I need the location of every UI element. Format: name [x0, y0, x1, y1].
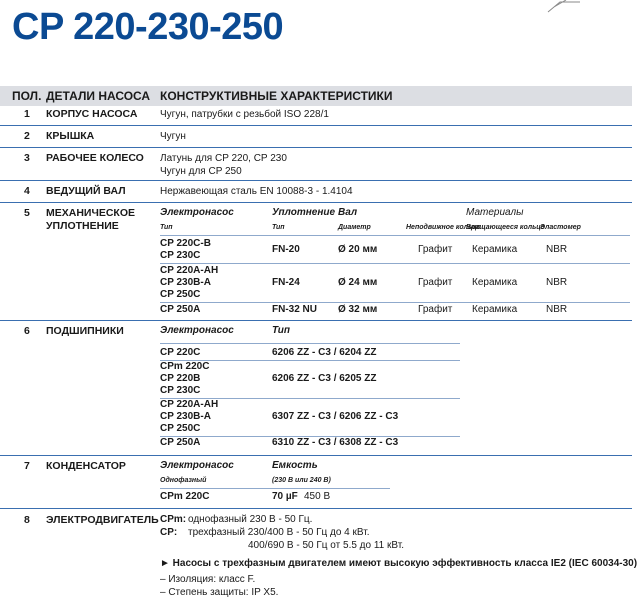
seal-section: [0, 207, 632, 317]
row-divider: [0, 147, 632, 148]
col-header-materials: Материалы: [466, 207, 524, 218]
pump-model: CPm 220C: [160, 491, 210, 502]
sub-header-phase: Однофазный: [160, 477, 207, 484]
insulation-note: – Изоляция: класс F.: [160, 574, 256, 585]
sub-header-fixed-ring: Неподвижное кольцо: [406, 224, 481, 231]
rotating-ring: Керамика: [472, 244, 518, 255]
col-header-shaft: Вал: [338, 207, 358, 218]
pump-model: CP 220A-AH: [160, 399, 219, 410]
row-divider: [0, 202, 632, 203]
capacitance: 70 µF: [272, 491, 298, 502]
fixed-ring: Графит: [418, 244, 453, 255]
bearing-type: 6206 ZZ - C3 / 6205 ZZ: [272, 373, 377, 384]
part-name: ВЕДУЩИЙ ВАЛ: [46, 185, 126, 197]
motor-label-cpm: CPm:: [160, 514, 187, 525]
row-number: 4: [24, 185, 30, 197]
fixed-ring: Графит: [418, 304, 453, 315]
pump-model: CPm 220C: [160, 361, 210, 372]
page-title: CP 220-230-250: [12, 6, 284, 48]
row-number: 5: [24, 207, 30, 219]
motor-spec-three: трехфазный 230/400 В - 50 Гц до 4 кВт.: [188, 527, 370, 538]
pump-model: CP 250A: [160, 304, 201, 315]
inner-divider: [160, 488, 390, 489]
inner-divider: [160, 235, 630, 236]
row-number: 1: [24, 108, 30, 120]
pump-outline-fragment: [540, 0, 600, 14]
sub-header-diameter: Диаметр: [338, 224, 371, 231]
shaft-diameter: Ø 20 мм: [338, 244, 378, 255]
part-spec: Чугун, патрубки с резьбой ISO 228/1: [160, 109, 329, 120]
inner-divider: [160, 302, 630, 303]
elastomer: NBR: [546, 244, 568, 255]
part-name: МЕХАНИЧЕСКОЕ: [46, 207, 136, 219]
row-number: 7: [24, 460, 30, 472]
bearing-type: 6206 ZZ - C3 / 6204 ZZ: [272, 347, 377, 358]
row-divider: [0, 180, 632, 181]
col-header-pump: Электронасос: [160, 207, 234, 218]
inner-divider: [160, 343, 460, 344]
col-header-capacity: Емкость: [272, 460, 318, 471]
shaft-diameter: Ø 32 мм: [338, 304, 378, 315]
sub-header-rotating-ring: Вращающееся кольцо: [466, 224, 545, 231]
part-name: КОНДЕНСАТОР: [46, 460, 126, 472]
capacitor-section: [0, 460, 632, 504]
sub-header-type: Тип: [272, 224, 285, 231]
sub-header-elastomer: Эластомер: [540, 224, 581, 231]
pump-model: CP 220C-B: [160, 238, 211, 249]
motor-label-cp: CP:: [160, 527, 178, 538]
pump-model: CP 250C: [160, 289, 201, 300]
part-spec-line: Латунь для CP 220, CP 230: [160, 153, 287, 164]
part-name-line2: УПЛОТНЕНИЕ: [46, 220, 119, 232]
part-name: ЭЛЕКТРОДВИГАТЕЛЬ: [46, 514, 159, 526]
table-header: [0, 86, 632, 106]
col-header-pump: Электронасос: [160, 460, 234, 471]
sub-header-voltage: (230 В или 240 В): [272, 477, 331, 484]
rotating-ring: Керамика: [472, 277, 518, 288]
row-number: 6: [24, 325, 30, 337]
elastomer: NBR: [546, 277, 568, 288]
seal-type: FN-20: [272, 244, 300, 255]
inner-divider: [160, 263, 630, 264]
col-header-pump: Электронасос: [160, 325, 234, 336]
row-number: 3: [24, 152, 30, 164]
pump-model: CP 220C: [160, 347, 201, 358]
motor-spec-single: однофазный 230 В - 50 Гц.: [188, 514, 313, 525]
row-divider: [0, 125, 632, 126]
motor-section: [0, 514, 638, 609]
part-name: КРЫШКА: [46, 130, 95, 142]
part-spec: Чугун: [160, 131, 186, 142]
pump-model: CP 250C: [160, 423, 201, 434]
part-name: РАБОЧЕЕ КОЛЕСО: [46, 152, 144, 164]
bearing-type: 6307 ZZ - C3 / 6206 ZZ - C3: [272, 411, 399, 422]
sub-header-type: Тип: [160, 224, 173, 231]
motor-spec-three-2: 400/690 В - 50 Гц от 5.5 до 11 кВт.: [248, 540, 404, 551]
efficiency-note: ► Насосы с трехфазным двигателем имеют высокую эффективность класса IE2 (IEC 60034-30): [160, 558, 638, 569]
bearing-type: 6310 ZZ - C3 / 6308 ZZ - C3: [272, 437, 399, 448]
capacitor-voltage: 450 В: [304, 491, 331, 502]
part-name: ПОДШИПНИКИ: [46, 325, 124, 337]
seal-type: FN-24: [272, 277, 300, 288]
pump-model: CP 220B: [160, 373, 201, 384]
part-spec-line: Чугун для CP 250: [160, 166, 242, 177]
protection-note: – Степень защиты: IP X5.: [160, 587, 279, 598]
row-divider: [0, 455, 632, 456]
bearings-section: [0, 325, 632, 450]
fixed-ring: Графит: [418, 277, 453, 288]
rotating-ring: Керамика: [472, 304, 518, 315]
row-number: 2: [24, 130, 30, 142]
shaft-diameter: Ø 24 мм: [338, 277, 378, 288]
header-spec: КОНСТРУКТИВНЫЕ ХАРАКТЕРИСТИКИ: [160, 89, 393, 103]
part-spec: Нержавеющая сталь EN 10088-3 - 1.4104: [160, 186, 353, 197]
pump-model: CP 230C: [160, 250, 201, 261]
header-pos: ПОЛ.: [12, 89, 42, 103]
col-header-seal: Уплотнение: [272, 207, 336, 218]
header-part: ДЕТАЛИ НАСОСА: [46, 89, 151, 103]
seal-type: FN-32 NU: [272, 304, 318, 315]
pump-model: CP 230C: [160, 385, 201, 396]
part-name: КОРПУС НАСОСА: [46, 108, 138, 120]
row-divider: [0, 320, 632, 321]
pump-model: CP 230B-A: [160, 411, 211, 422]
elastomer: NBR: [546, 304, 568, 315]
col-header-type: Тип: [272, 325, 290, 336]
row-divider: [0, 508, 632, 509]
pump-model: CP 250A: [160, 437, 201, 448]
pump-model: CP 220A-AH: [160, 265, 219, 276]
pump-model: CP 230B-A: [160, 277, 211, 288]
row-number: 8: [24, 514, 30, 526]
